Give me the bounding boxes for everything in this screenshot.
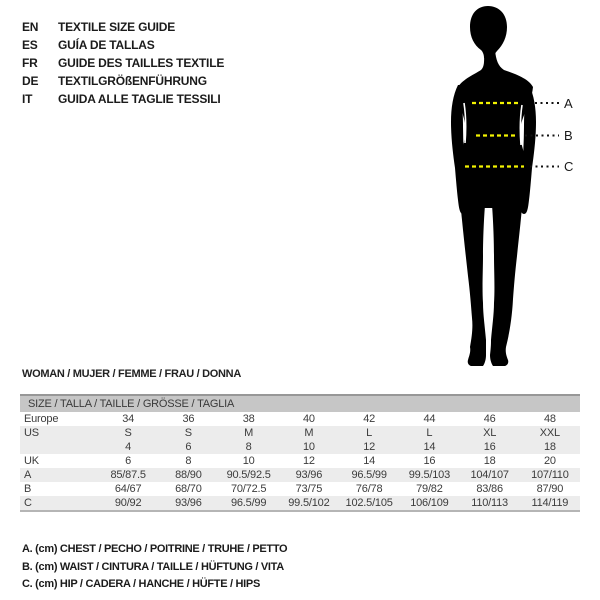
label-B: B [564,128,573,143]
size-cell: 85/87.5 [110,469,146,481]
language-code: EN [22,20,39,34]
table-row [20,426,580,440]
table-row [20,468,580,482]
label-C: C [564,159,574,174]
size-cell: 10 [302,441,315,453]
size-cell: 42 [363,413,376,425]
measurement-legend [22,541,287,594]
row-label: C [24,497,32,509]
size-cell: 6 [185,441,192,453]
size-cell: 79/82 [416,483,443,495]
size-cell: 93/96 [295,469,323,481]
arm-gap-left [464,103,466,143]
size-cell: S [124,427,132,439]
size-cell: 38 [242,413,255,425]
size-cell: 12 [302,455,315,467]
woman-silhouette-figure [440,0,600,380]
size-cell: L [426,427,433,439]
size-cell: 16 [423,455,436,467]
size-cell: 114/119 [531,497,569,509]
size-cell: 4 [125,441,132,453]
size-cell: 64/67 [114,483,142,495]
language-label: GUIDA ALLE TAGLIE TESSILI [58,92,221,106]
size-cell: 110/113 [471,497,508,509]
size-cell: 10 [242,455,255,467]
size-cell: 70/72.5 [230,483,267,495]
row-label [20,440,98,454]
size-table [20,394,580,512]
silhouette-right-leg [490,186,523,366]
size-cell: 99.5/103 [408,469,450,481]
size-cell: 14 [423,441,436,453]
size-cell: 18 [483,455,496,467]
size-cell: 68/70 [175,483,202,495]
size-cell: 12 [363,441,376,453]
size-cell: 16 [483,441,496,453]
size-cell: 40 [302,413,315,425]
size-cell: 93/96 [175,497,202,509]
size-cell: 36 [182,413,195,425]
language-row [22,72,224,90]
size-cell: 20 [543,455,556,467]
size-cell: 44 [423,413,436,425]
size-cell: 18 [543,441,556,453]
row-label: US [24,427,39,439]
row-label: UK [24,455,39,467]
table-row [20,482,580,496]
size-cell: 96.5/99 [351,469,387,481]
table-title: WOMAN / MUJER / FEMME / FRAU / DONNA [22,368,241,380]
size-cell: 8 [185,455,192,467]
size-cell: 106/109 [410,497,449,509]
size-cell: M [304,427,314,439]
size-cell: XL [483,427,497,439]
row-label: B [24,483,32,495]
language-label: TEXTILE SIZE GUIDE [58,20,176,34]
language-code: ES [22,38,38,52]
size-cell: 14 [363,455,376,467]
size-cell: S [184,427,192,439]
size-cell: 46 [483,413,496,425]
language-row [22,90,224,108]
row-label: A [24,469,32,481]
legend-line: C. (cm) HIP / CADERA / HANCHE / HÜFTE / HIPS [22,578,260,590]
language-row [22,54,224,72]
size-cell: 102.5/105 [345,497,393,509]
size-cell: 73/75 [295,483,323,495]
legend-line: A. (cm) CHEST / PECHO / POITRINE / TRUHE / PETTO [22,543,288,555]
language-code: FR [22,56,38,70]
size-cell: 107/110 [531,469,569,481]
size-cell: XXL [539,427,560,439]
size-cell: L [366,427,373,439]
row-label: Europe [24,413,59,425]
size-cell: 90.5/92.5 [226,469,271,481]
figure-area [440,0,600,380]
measurement-labels [564,96,573,174]
language-label: GUIDE DES TAILLES TEXTILE [58,56,225,70]
size-cell: 90/92 [114,497,142,509]
woman-silhouette [451,6,536,366]
table-row [20,412,580,426]
size-table-body [20,412,580,510]
size-cell: 99.5/102 [288,497,330,509]
size-cell: 87/90 [536,483,564,495]
size-cell: 88/90 [175,469,202,481]
size-cell: 6 [125,455,132,467]
arm-gap-right [520,105,522,145]
size-cell: 34 [122,413,135,425]
language-row [22,18,224,36]
size-cell: 96.5/99 [230,497,267,509]
language-label: TEXTILGRÖßENFÜHRUNG [58,74,207,88]
language-code: DE [22,74,39,88]
size-cell: 8 [245,441,252,453]
size-table-header: SIZE / TALLA / TAILLE / GRÖSSE / TAGLIA [20,396,580,412]
size-cell: 83/86 [476,483,503,495]
language-code: IT [22,92,33,106]
table-row [20,496,580,510]
size-cell: 48 [543,413,556,425]
table-row [20,440,580,454]
legend-line: B. (cm) WAIST / CINTURA / TAILLE / HÜFTUNG / VITA [22,560,284,573]
label-A: A [564,96,573,111]
size-cell: 76/78 [355,483,383,495]
table-row [20,454,580,468]
size-cell: M [244,427,254,439]
language-guide [22,18,224,108]
language-label: GUÍA DE TALLAS [58,38,155,52]
size-cell: 104/107 [470,469,509,481]
language-row [22,36,224,54]
